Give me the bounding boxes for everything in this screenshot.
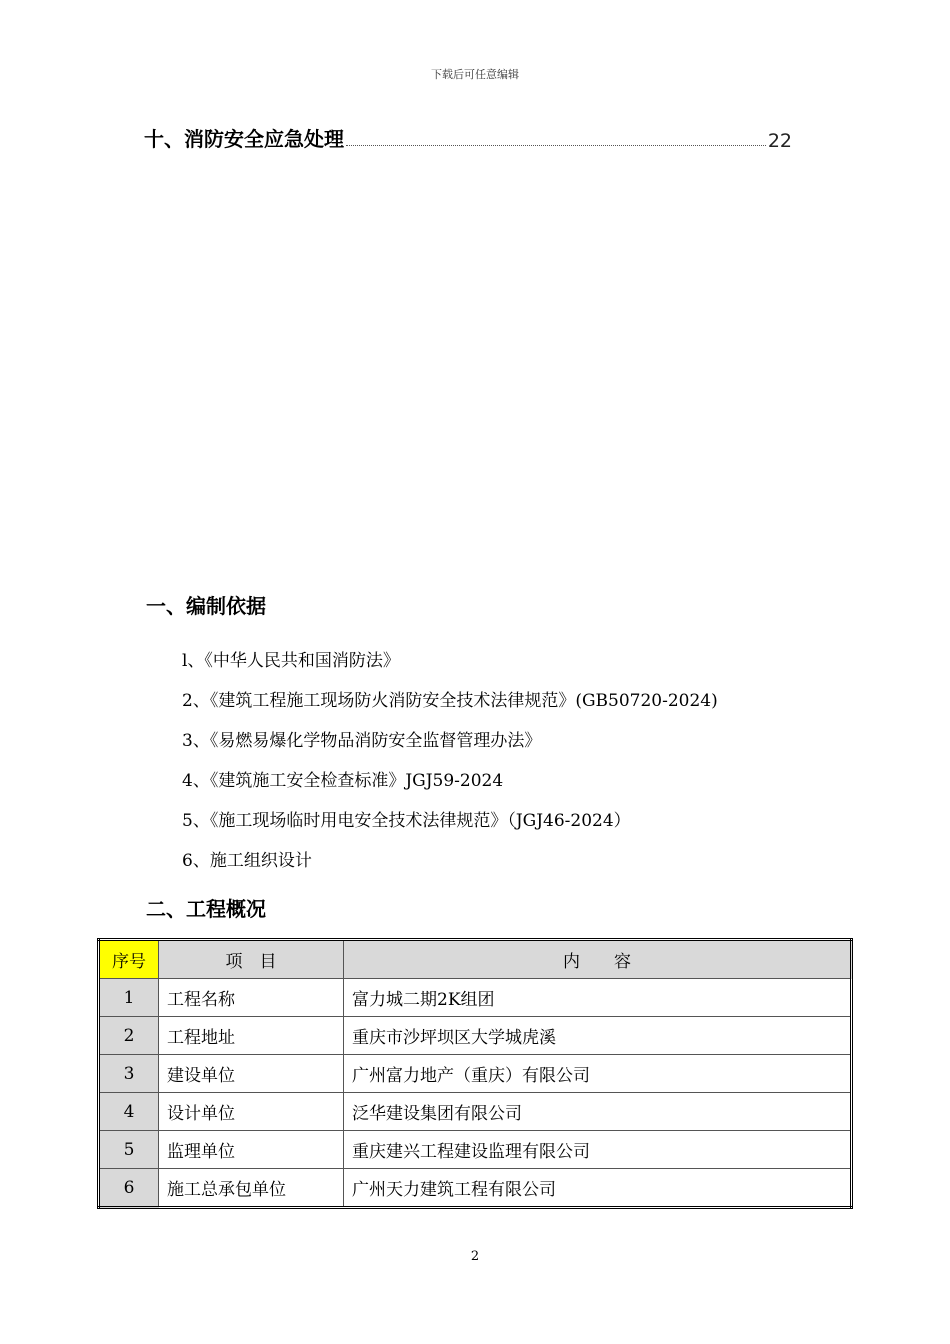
- toc-leader-dots: [346, 144, 766, 146]
- section-title-overview: 二、工程概况: [146, 897, 266, 921]
- cell-seq: 5: [99, 1131, 159, 1169]
- cell-seq: 3: [99, 1055, 159, 1093]
- toc-entry-page: 22: [767, 130, 792, 152]
- toc-entry-title: 十、消防安全应急处理: [144, 127, 344, 151]
- basis-list: [182, 648, 718, 888]
- cell-seq: 6: [99, 1169, 159, 1208]
- header-content: 内 容: [344, 940, 852, 979]
- page-number: 2: [470, 1249, 480, 1264]
- section-title-basis: 一、编制依据: [146, 594, 266, 618]
- list-item: 3、《易燃易爆化学物品消防安全监督管理办法》: [182, 731, 542, 751]
- table-row: [99, 1017, 852, 1055]
- table-row: [99, 1093, 852, 1131]
- cell-content: 泛华建设集团有限公司: [344, 1093, 852, 1131]
- table-row: [99, 1131, 852, 1169]
- table-row: [99, 979, 852, 1017]
- cell-seq: 2: [99, 1017, 159, 1055]
- cell-content: 富力城二期2K组团: [344, 979, 852, 1017]
- cell-seq: 1: [99, 979, 159, 1017]
- cell-item: 监理单位: [159, 1131, 344, 1169]
- cell-item: 工程名称: [159, 979, 344, 1017]
- cell-item: 设计单位: [159, 1093, 344, 1131]
- cell-content: 广州富力地产（重庆）有限公司: [344, 1055, 852, 1093]
- header-item: 项 目: [159, 940, 344, 979]
- cell-content: 重庆市沙坪坝区大学城虎溪: [344, 1017, 852, 1055]
- list-item: 4、《建筑施工安全检查标准》JGJ59-2024: [182, 771, 504, 791]
- table-header-row: [99, 940, 852, 979]
- table-row: [99, 1169, 852, 1208]
- list-item: 5、《施工现场临时用电安全技术法律规范》（JGJ46-2024）: [182, 811, 631, 831]
- cell-item: 建设单位: [159, 1055, 344, 1093]
- header-note: 下载后可任意编辑: [431, 68, 519, 81]
- list-item: 2、《建筑工程施工现场防火消防安全技术法律规范》(GB50720-2024): [182, 691, 718, 711]
- table-row: [99, 1055, 852, 1093]
- cell-content: 重庆建兴工程建设监理有限公司: [344, 1131, 852, 1169]
- header-seq: 序号: [99, 940, 159, 979]
- list-item: l、《中华人民共和国消防法》: [182, 651, 400, 671]
- cell-content: 广州天力建筑工程有限公司: [344, 1169, 852, 1208]
- toc-entry: [144, 122, 792, 152]
- cell-item: 施工总承包单位: [159, 1169, 344, 1208]
- cell-seq: 4: [99, 1093, 159, 1131]
- project-overview-table: [97, 938, 853, 1209]
- list-item: 6、施工组织设计: [182, 851, 312, 871]
- cell-item: 工程地址: [159, 1017, 344, 1055]
